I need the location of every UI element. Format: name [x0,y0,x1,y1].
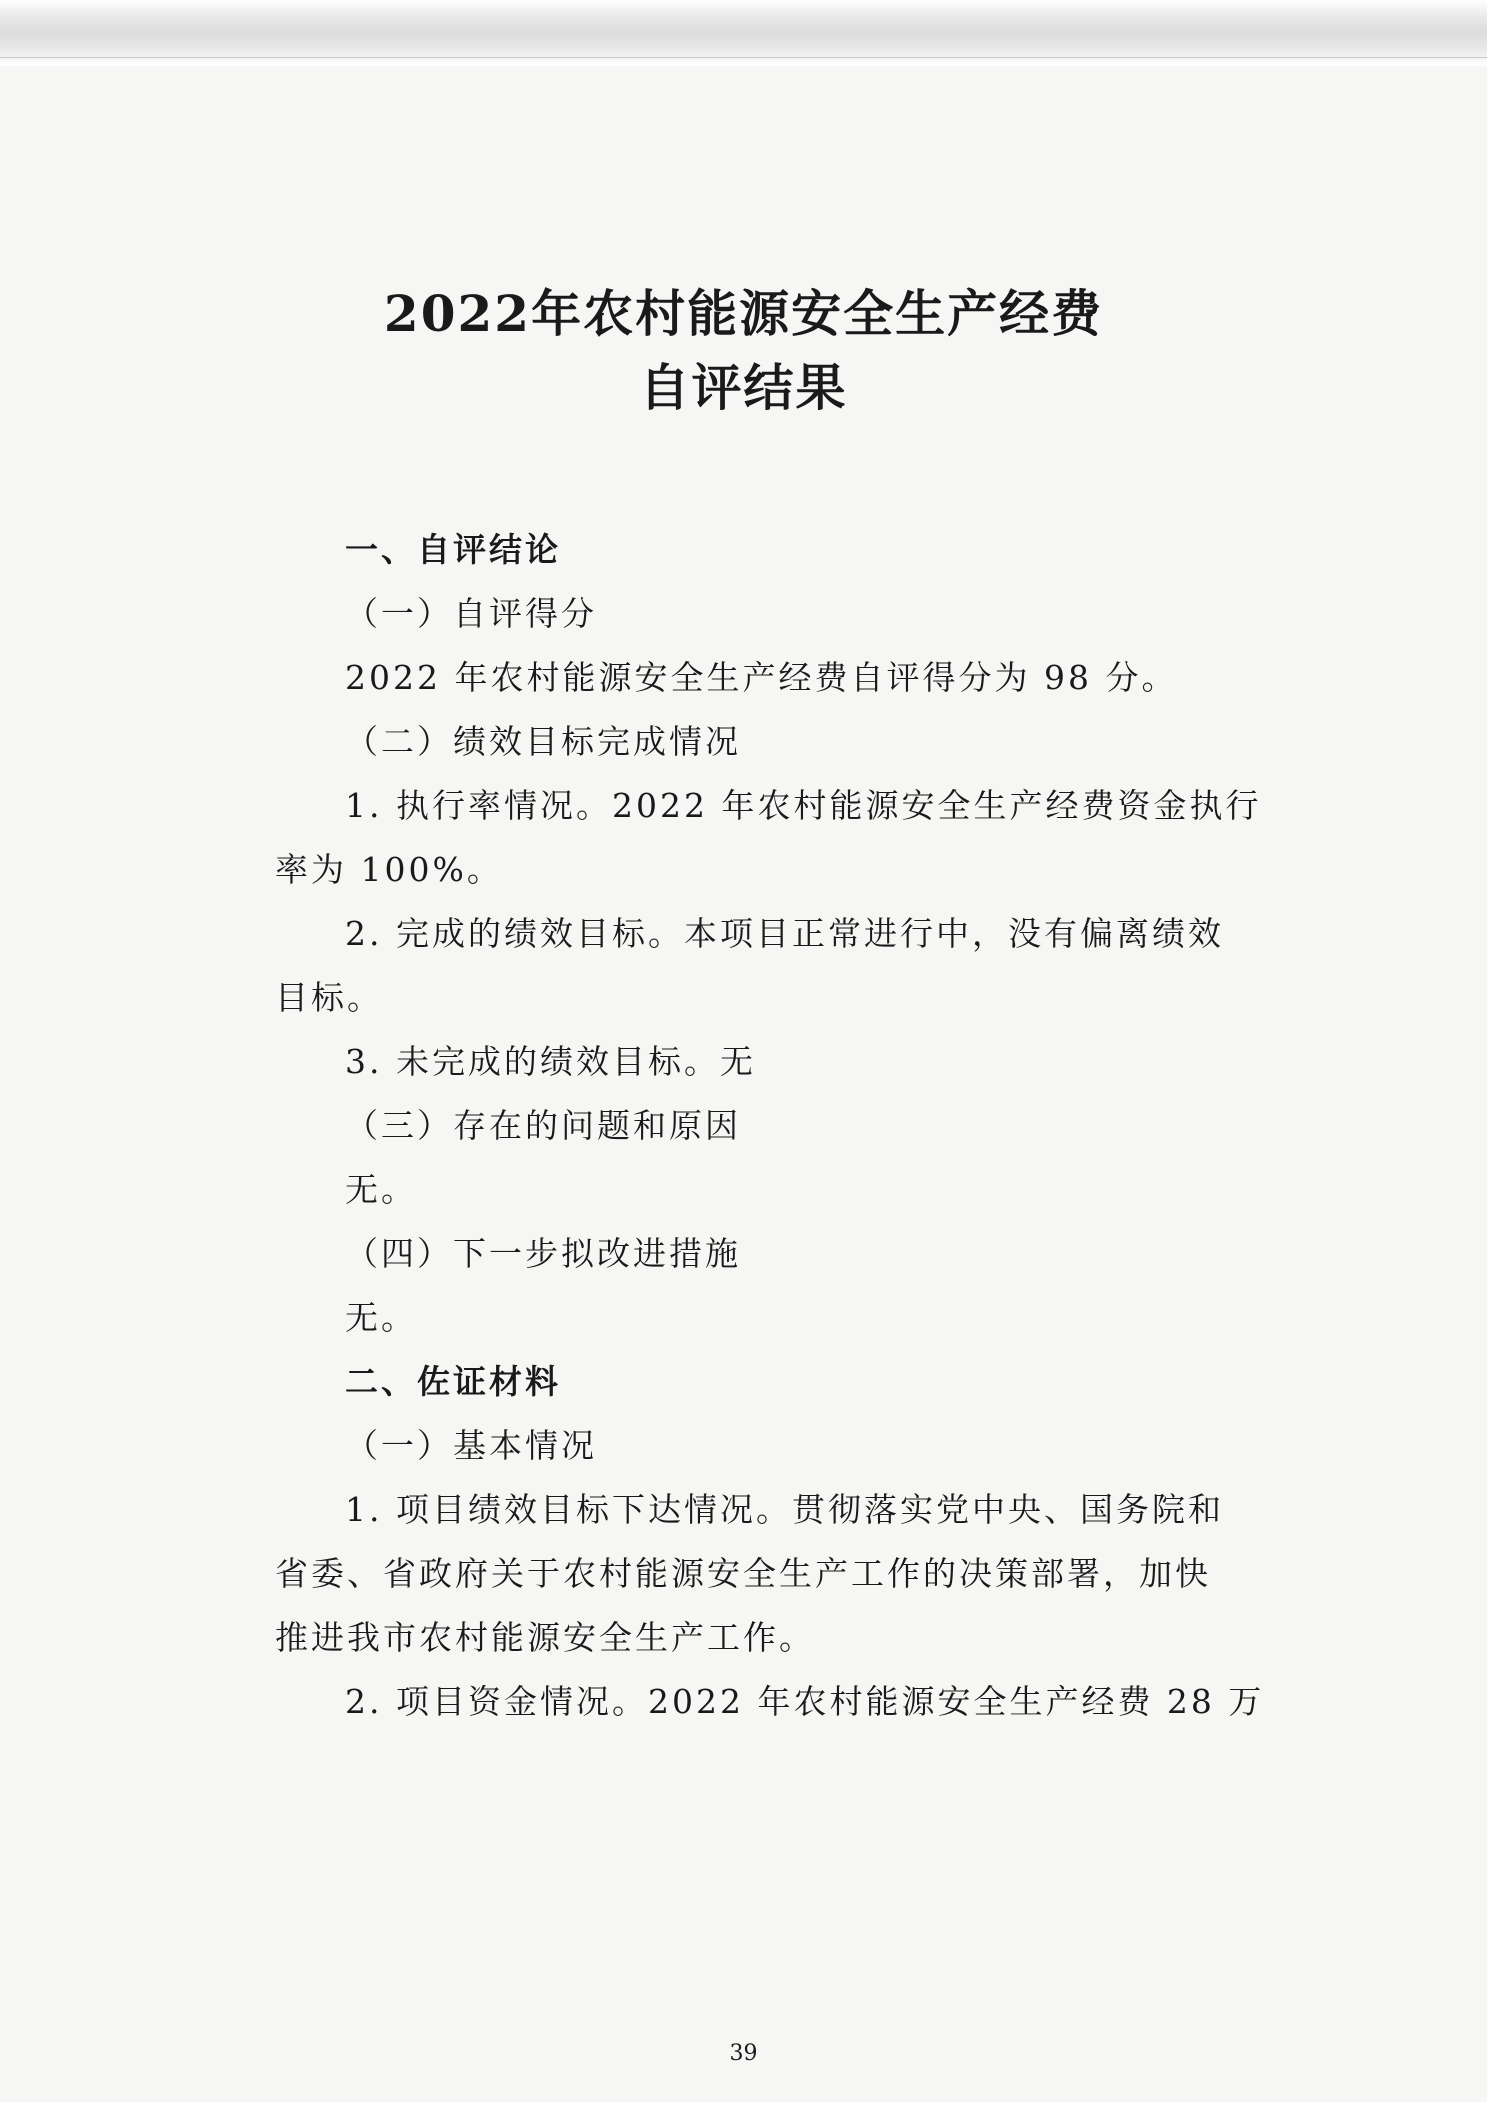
scan-header-band [0,0,1487,66]
section-heading-1: 一、自评结论 [345,530,561,569]
paragraph-line: 率为 100%。 [275,850,503,889]
paragraph-line: 2. 项目资金情况。2022 年农村能源安全生产经费 28 万 [345,1682,1265,1721]
document-subtitle: 自评结果 [639,358,848,417]
subsection-heading: （一）基本情况 [345,1426,597,1465]
paragraph-line: 无。 [345,1170,417,1209]
document-title: 2022年农村能源安全生产经费 [383,284,1104,343]
paragraph-line: 目标。 [275,978,383,1017]
document-page [0,66,1487,2102]
paragraph-line: 3. 未完成的绩效目标。无 [345,1042,756,1081]
paragraph-line: 无。 [345,1298,417,1337]
paragraph-line: 2. 完成的绩效目标。本项目正常进行中，没有偏离绩效 [345,914,1224,953]
subsection-heading: （二）绩效目标完成情况 [345,722,741,761]
subsection-heading: （三）存在的问题和原因 [345,1106,741,1145]
paragraph-line: 1. 执行率情况。2022 年农村能源安全生产经费资金执行 [345,786,1262,825]
section-heading-2: 二、佐证材料 [345,1362,561,1401]
paragraph-line: 2022 年农村能源安全生产经费自评得分为 98 分。 [345,658,1178,697]
paragraph-line: 推进我市农村能源安全生产工作。 [275,1618,815,1657]
paragraph-line: 1. 项目绩效目标下达情况。贯彻落实党中央、国务院和 [345,1490,1224,1529]
subsection-heading: （四）下一步拟改进措施 [345,1234,741,1273]
page-number: 39 [729,2041,758,2066]
subsection-heading: （一）自评得分 [345,594,597,633]
paragraph-line: 省委、省政府关于农村能源安全生产工作的决策部署，加快 [275,1554,1211,1593]
